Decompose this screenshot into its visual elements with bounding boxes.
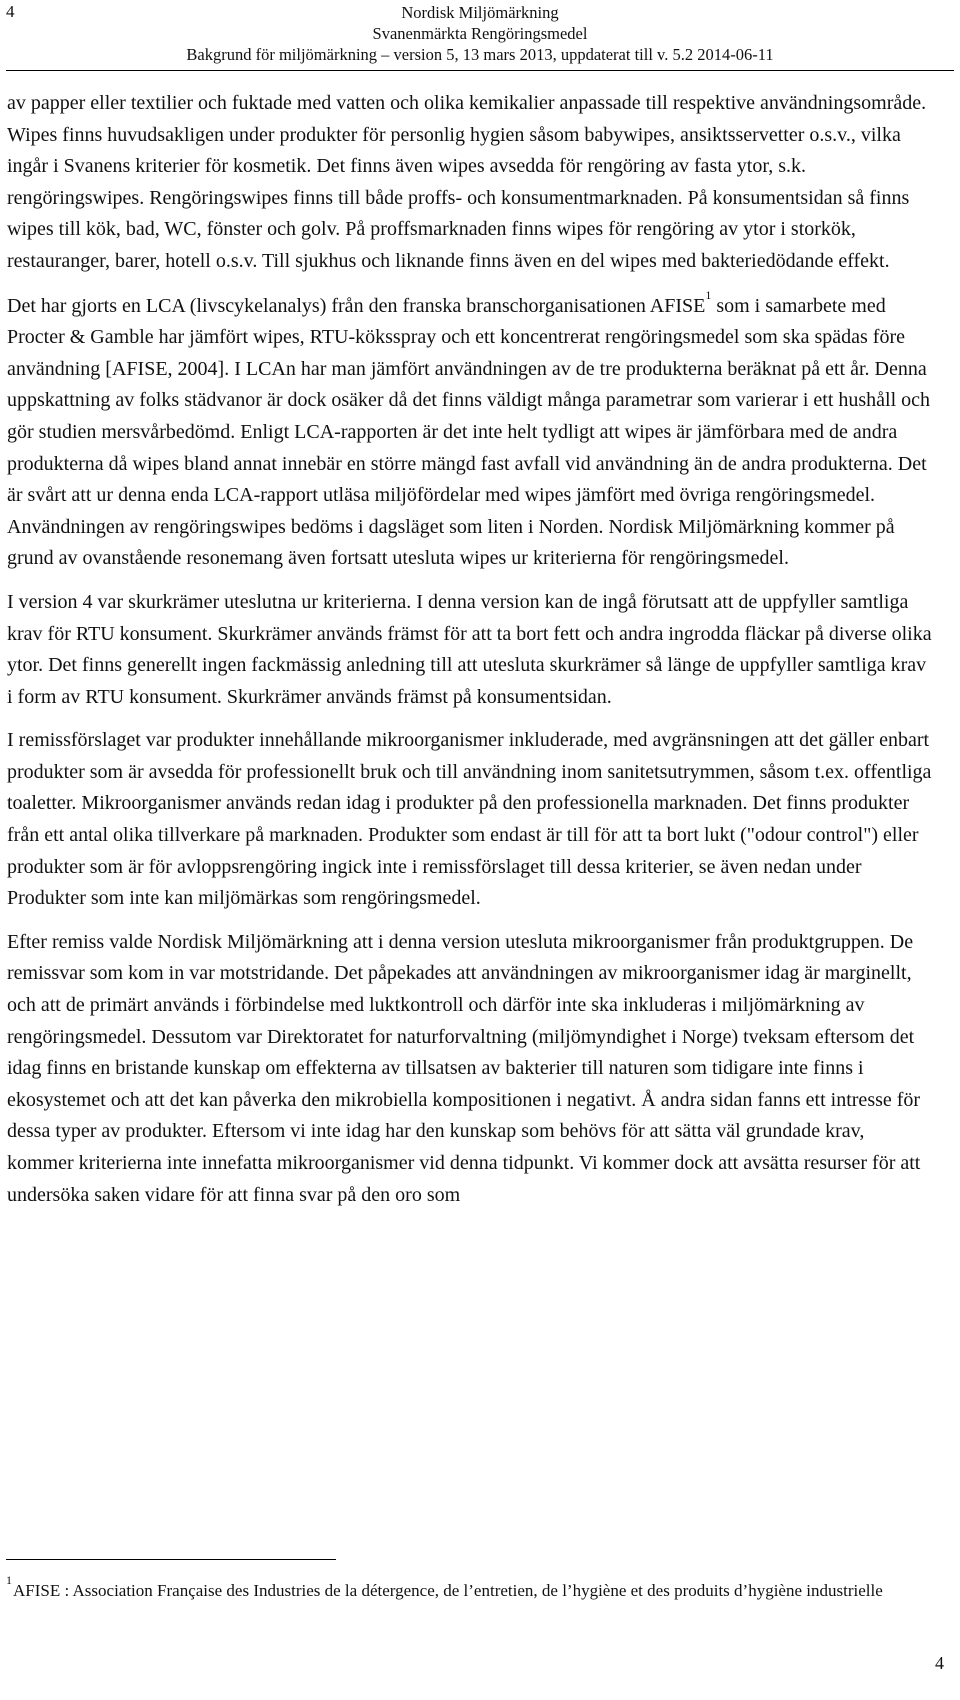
footnote-reference[interactable]: 1 [705, 287, 712, 302]
header-rule [6, 70, 954, 71]
paragraph-mikroorganismer-beslut: Efter remiss valde Nordisk Miljömärkning att i denna version utesluta mikroorganismer från produktgruppen. De remissvar som kom in var motstridande. Det påpekades att användningen av mikroorganismer idag är marginellt, och att de primärt används i förbindelse med luktkontroll och därför inte ska inkluderas i miljömärkning av rengöringsmedel. Dessutom var Direktoratet for naturforvaltning (miljömyndighet i Norge) tveksam eftersom det idag finns en bristande kunskap om effekterna av tillsatsen av bakterier till naturen som tidigare inte finns i ekosystemet och att det kan påverka den mikrobiella kompositionen i negativt. Å andra sidan fanns ett intresse för dessa typer av produkter. Eftersom vi inte idag har den kunskap som behövs för att sätta väl grundade krav, kommer kriterierna inte innefatta mikroorganismer vid denna tidpunkt. Vi kommer dock att avsätta resurser för att undersöka saken vidare för att finna svar på den oro som [7, 930, 921, 1206]
running-header [0, 2, 960, 65]
header-product: Svanenmärkta Rengöringsmedel [372, 24, 588, 43]
page-number-top: 4 [6, 2, 15, 21]
paragraph-lca-rest: som i samarbete med Procter & Gamble har jämfört wipes, RTU-köksspray och ett koncentrerat rengöringsmedel som ska spädas före användning [AFISE, 2004]. I LCAn har man jämfört användningen av de tre produkterna beräknat på ett år. Denna uppskattning av folks städvanor är dock osäker då det finns väldigt många parametrar som varierar i ett hushåll och gör studien mersvårbedömd. Enligt LCA-rapporten är det inte helt tydligt att wipes är jämförbara med de andra produkterna då wipes bland annat innebär en större mängd fast avfall vid användning än de andra produkterna. Det är svårt att ur denna enda LCA-rapport utläsa miljöfördelar med wipes jämfört med övriga rengöringsmedel. Användningen av rengöringswipes bedöms i dagsläget som liten i Norden. Nordisk Miljömärkning kommer på grund av ovanstående resonemang även fortsatt utesluta wipes ur kriterierna för rengöringsmedel. [7, 294, 931, 570]
footnote [6, 1573, 936, 1605]
paragraph-mikroorganismer-remiss: I remissförslaget var produkter innehållande mikroorganismer inkluderade, med avgränsningen att det gäller enbart produkter som är avsedda för professionellt bruk och till användning inom sanitetsutrymmen, såsom t.ex. offentliga toaletter. Mikroorganismer används redan idag i produkter på den professionella marknaden. Det finns produkter från ett antal olika tillverkare på marknaden. Produkter som endast är till för att ta bort lukt ("odour control") eller produkter som är för avloppsrengöring ingick inte i remissförslaget till dessa kriterier, se även nedan under Produkter som inte kan miljömärkas som rengöringsmedel. [7, 729, 932, 910]
header-doc-info: Bakgrund för miljömärkning – version 5, 13 mars 2013, uppdaterat till v. 5.2 2014-06-11 [186, 45, 774, 64]
paragraph-skurkramer: I version 4 var skurkrämer uteslutna ur kriterierna. I denna version kan de ingå förutsatt att de uppfyller samtliga krav för RTU konsument. Skurkrämer används främst för att ta bort fett och andra ingrodda fläckar på diverse olika ytor. Det finns generellt ingen fackmässig anledning till att utesluta skurkrämer så länge de uppfyller samtliga krav i form av RTU konsument. Skurkrämer används främst på konsumentsidan. [7, 590, 932, 708]
footnote-marker: 1 [6, 1573, 12, 1587]
body-text [7, 88, 933, 1223]
paragraph-wipes-intro: av papper eller textilier och fuktade med vatten och olika kemikalier anpassade till respektive användningsområde. Wipes finns huvudsakligen under produkter för personlig hygien såsom babywipes, ansiktsservetter o.s.v., vilka ingår i Svanens kriterier för kosmetik. Det finns även wipes avsedda för rengöring av fasta ytor, s.k. rengöringswipes. Rengöringswipes finns till både proffs- och konsumentmarknaden. På konsumentsidan så finns wipes till kök, bad, WC, fönster och golv. På proffsmarknaden finns wipes för rengöring av ytor i storkök, restauranger, barer, hotell o.s.v. Till sjukhus och liknande finns även en del wipes med bakteriedödande effekt. [7, 92, 927, 272]
paragraph-lca [7, 287, 933, 575]
paragraph-lca-start: Det har gjorts en LCA (livscykelanalys) från den franska branschorganisationen AFISE [7, 294, 706, 317]
page-number-bottom: 4 [935, 1653, 944, 1673]
footnote-text: AFISE : Association Française des Industries de la détergence, de l’entretien, de l’hygiène et des produits d’hygiène industrielle [13, 1581, 883, 1600]
footnote-rule [6, 1559, 336, 1560]
header-org: Nordisk Miljömärkning [401, 3, 559, 22]
